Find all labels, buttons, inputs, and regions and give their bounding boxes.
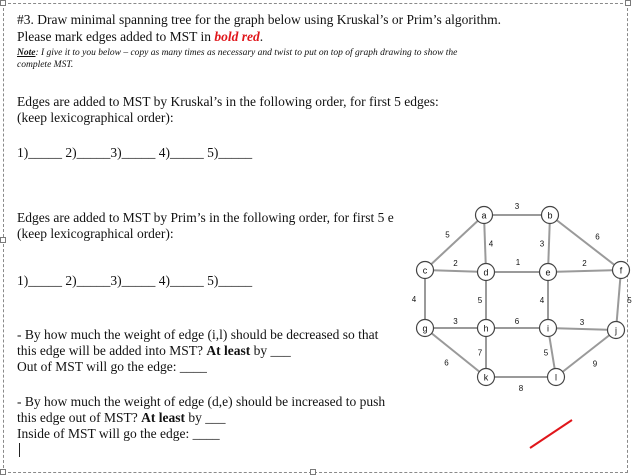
edge-weight-e-f: 2: [582, 259, 587, 268]
graph-edges: [422, 215, 621, 377]
node-label-e: e: [545, 267, 551, 278]
edge-weight-i-j: 3: [579, 318, 585, 327]
edge-weight-j-l: 9: [592, 359, 598, 369]
text-cursor: [19, 443, 20, 457]
q-il-suffix: by ___: [250, 343, 291, 358]
edge-weight-d-h: 5: [477, 296, 483, 305]
edge-weight-h-k: 7: [477, 348, 483, 358]
mark-instruction: [17, 29, 263, 45]
edge-weight-b-f: 6: [595, 232, 600, 242]
node-label-i: i: [547, 323, 549, 334]
node-label-d: d: [483, 267, 489, 278]
q-de-bold: At least: [141, 410, 185, 425]
question-title: #3. Draw minimal spanning tree for the graph below using Kruskal’s or Prim’s algorithm.: [17, 12, 502, 27]
note-label: Note: [17, 48, 36, 58]
note-text: : I give it to you below – copy as many times as necessary and twist to put on top of graph drawing to show the: [35, 48, 458, 58]
edge-weight-d-e: 1: [515, 258, 521, 267]
q-il-bold: At least: [206, 343, 251, 358]
edge-weight-c-d: 2: [453, 259, 458, 268]
edge-weight-f-j: 5: [627, 296, 632, 305]
edge-weight-a-c: 5: [445, 230, 450, 240]
kruskal-blanks[interactable]: 1)_____ 2)_____3)_____ 4)_____ 5)_____: [17, 145, 253, 160]
edge-i-j: [548, 328, 616, 330]
node-label-j: j: [615, 325, 617, 336]
node-label-a: a: [481, 210, 487, 221]
edge-weight-k-l: 8: [518, 384, 524, 393]
q-de-line-1: - By how much the weight of edge (d,e) should be increased to push: [17, 394, 386, 409]
resize-handle-mid-left[interactable]: [0, 237, 6, 243]
node-label-l: l: [555, 372, 557, 383]
edge-weight-g-h: 3: [453, 317, 458, 326]
prim-line-1: Edges are added to MST by Prim’s in the following order, for first 5 e: [17, 210, 394, 225]
node-label-b: b: [547, 210, 553, 221]
node-label-k: k: [483, 372, 489, 383]
note-line-2: complete MST.: [17, 60, 74, 70]
q-de-line-3[interactable]: Inside of MST will go the edge: ____: [17, 426, 220, 441]
node-label-f: f: [619, 265, 623, 276]
mark-prefix: Please mark edges added to MST in: [17, 29, 215, 44]
edge-c-d: [425, 270, 486, 272]
resize-handle-bottom-left[interactable]: [0, 469, 6, 475]
kruskal-line-2: (keep lexicographical order):: [17, 110, 174, 125]
prim-blanks[interactable]: 1)_____ 2)_____3)_____ 4)_____ 5)_____: [17, 273, 253, 288]
edge-weight-a-d: 4: [488, 239, 494, 249]
q-il-line-2[interactable]: [17, 343, 291, 359]
node-label-h: h: [483, 323, 489, 334]
q-il-prefix: this edge will be added into MST?: [17, 343, 207, 358]
red-annotation-line: [528, 418, 574, 450]
edge-weight-g-k: 6: [444, 358, 449, 368]
graph-drawing: [405, 197, 633, 417]
resize-handle-top-left[interactable]: [0, 0, 6, 6]
note-line: [17, 47, 457, 59]
edge-weight-c-g: 4: [411, 295, 417, 304]
mark-emphasis: bold red: [214, 29, 260, 44]
q-de-prefix: this edge out of MST?: [17, 410, 142, 425]
node-label-c: c: [422, 265, 428, 276]
edge-j-l: [556, 330, 616, 377]
prim-line-2: (keep lexicographical order):: [17, 226, 174, 241]
edge-weight-i-l: 5: [543, 348, 549, 358]
edge-weight-a-b: 3: [514, 202, 520, 211]
q-de-suffix: by ___: [185, 410, 226, 425]
mark-suffix: .: [259, 29, 264, 44]
kruskal-line-1: Edges are added to MST by Kruskal’s in the following order, for first 5 edges:: [17, 94, 439, 109]
graph-weights: [412, 202, 633, 393]
edge-weight-h-i: 6: [514, 317, 520, 326]
q-il-line-1: - By how much the weight of edge (i,l) should be decreased so that: [17, 327, 379, 342]
edge-weight-b-e: 3: [539, 239, 545, 249]
edge-e-f: [548, 270, 621, 272]
q-de-line-2[interactable]: [17, 410, 226, 426]
node-label-g: g: [422, 323, 428, 334]
q-il-line-3[interactable]: Out of MST will go the edge: ____: [17, 359, 207, 374]
resize-handle-top-right[interactable]: [625, 0, 631, 6]
edge-weight-e-i: 4: [539, 296, 545, 305]
resize-handle-bottom-mid[interactable]: [310, 469, 316, 475]
